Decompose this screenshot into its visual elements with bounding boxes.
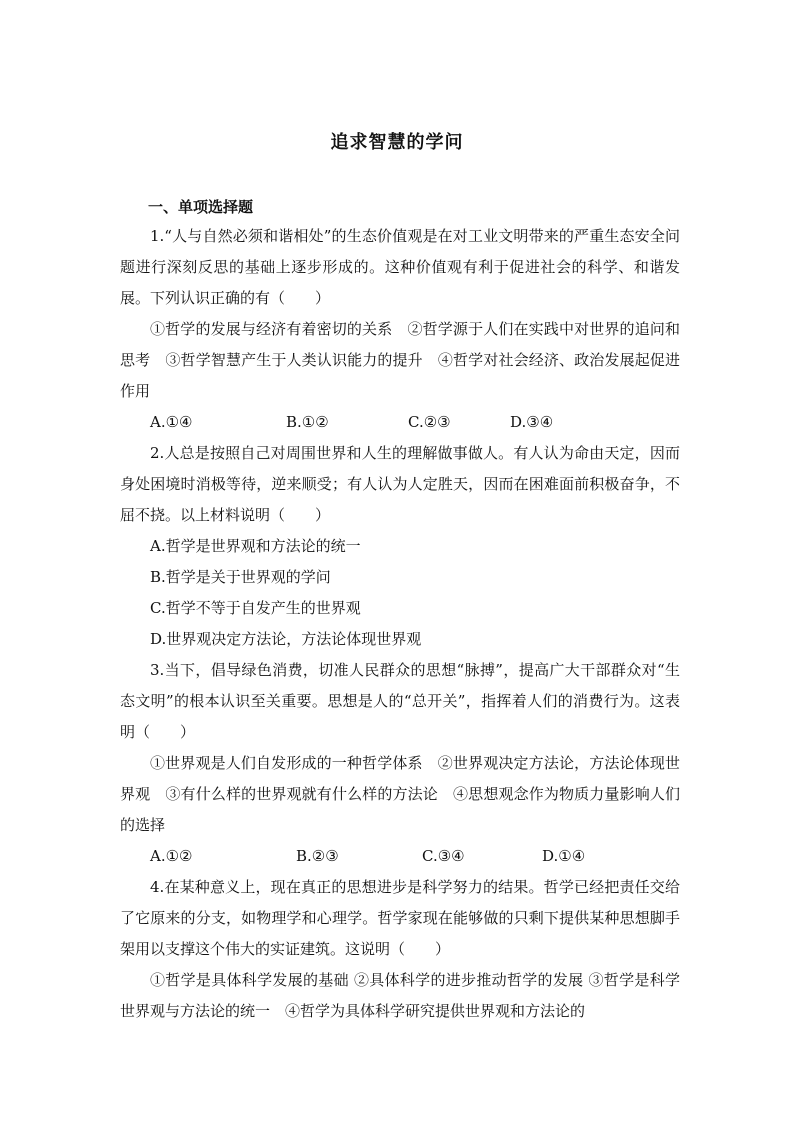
question-1-option-c: C.②③ <box>408 413 451 431</box>
question-1-option-b: B.①② <box>286 413 329 431</box>
question-3-statements: ①世界观是人们自发形成的一种哲学体系 ②世界观决定方法论，方法论体现世界观 ③有什么样的世界观就有什么样的方法论 ④思想观念作为物质力量影响人们的选择 <box>120 754 680 834</box>
question-2-option-c: C.哲学不等于自发产生的世界观 <box>150 599 361 617</box>
question-2-option-a: A.哲学是世界观和方法论的统一 <box>150 537 361 555</box>
question-3-option-b: B.②③ <box>296 847 339 865</box>
question-3-option-d: D.①④ <box>542 847 586 865</box>
question-1-options <box>120 407 680 438</box>
question-4-statements: ①哲学是具体科学发展的基础 ②具体科学的进步推动哲学的发展 ③哲学是科学世界观与方法论的统一 ④哲学为具体科学研究提供世界观和方法论的 <box>120 971 680 1020</box>
section-heading: 一、单项选择题 <box>148 198 254 216</box>
page-title: 追求智慧的学问 <box>330 132 464 153</box>
question-3-option-c: C.③④ <box>422 847 465 865</box>
question-2-option-b: B.哲学是关于世界观的学问 <box>150 568 331 586</box>
question-1-statements: ①哲学的发展与经济有着密切的关系 ②哲学源于人们在实践中对世界的追问和思考 ③哲学智慧产生于人类认识能力的提升 ④哲学对社会经济、政治发展起促进作用 <box>120 320 680 400</box>
question-3-stem: 3.当下，倡导绿色消费，切准人民群众的思想“脉搏”，提高广大干部群众对“生态文明”的根本认识至关重要。思想是人的“总开关”，指挥着人们的消费行为。这表明（ ） <box>120 661 680 741</box>
question-1-stem: 1.“人与自然必须和谐相处”的生态价值观是在对工业文明带来的严重生态安全问题进行深刻反思的基础上逐步形成的。这种价值观有利于促进社会的科学、和谐发展。下列认识正确的有（ ） <box>120 227 680 307</box>
question-4-stem: 4.在某种意义上，现在真正的思想进步是科学努力的结果。哲学已经把责任交给了它原来的分支，如物理学和心理学。哲学家现在能够做的只剩下提供某种思想脚手架用以支撑这个伟大的实证建筑。这说明（ ） <box>120 878 680 958</box>
question-3-option-a: A.①② <box>150 847 193 865</box>
question-2-stem: 2.人总是按照自己对周围世界和人生的理解做事做人。有人认为命由天定，因而身处困境时消极等待，逆来顺受；有人认为人定胜天，因而在困难面前积极奋争，不屈不挠。以上材料说明（ ） <box>120 444 680 524</box>
question-1-option-d: D.③④ <box>510 413 554 431</box>
question-1-option-a: A.①④ <box>150 413 193 431</box>
question-2-option-d: D.世界观决定方法论，方法论体现世界观 <box>150 630 422 648</box>
question-3-options <box>120 841 680 872</box>
question-list <box>120 221 680 1027</box>
